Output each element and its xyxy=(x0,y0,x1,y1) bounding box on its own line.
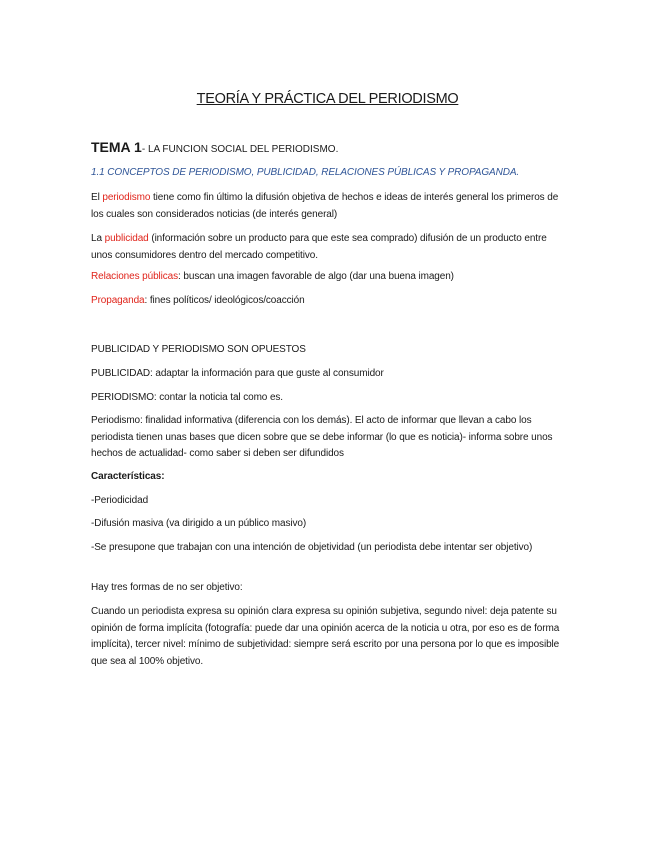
section-heading: PUBLICIDAD Y PERIODISMO SON OPUESTOS xyxy=(91,344,306,355)
definition-periodismo xyxy=(91,190,561,223)
tema-dash: - xyxy=(141,144,148,155)
definition-prefix: El xyxy=(91,192,103,203)
definition-term: Relaciones públicas xyxy=(91,271,179,282)
definition-prefix: La xyxy=(91,233,105,244)
formas-heading: Hay tres formas de no ser objetivo: xyxy=(91,582,243,593)
periodismo-line: PERIODISMO: contar la noticia tal como es. xyxy=(91,392,283,403)
document-title: TEORÍA Y PRÁCTICA DEL PERIODISMO xyxy=(196,91,459,107)
caracteristica-item: -Periodicidad xyxy=(91,495,149,506)
definition-text: (información sobre un producto para que este sea comprado) difusión de un producto entre unos consumidores dentro del mercado competitivo. xyxy=(91,233,547,261)
definition-text: : buscan una imagen favorable de algo (dar una buena imagen) xyxy=(178,271,454,282)
section-subtitle: 1.1 CONCEPTOS DE PERIODISMO, PUBLICIDAD, RELACIONES PÚBLICAS Y PROPAGANDA. xyxy=(91,167,520,178)
definition-text: : fines políticos/ ideológicos/coacción xyxy=(144,295,305,306)
tema-name: LA FUNCION SOCIAL DEL PERIODISMO. xyxy=(147,144,339,155)
periodismo-paragraph: Periodismo: finalidad informativa (diferencia con los demás). El acto de informar que llevan a cabo los periodista tienen unas bases que dicen sobre que se debe informar (lo que es noticia)- informa sobre unos hechos de actualidad- como saber si deben ser difundidos xyxy=(91,415,553,459)
formas-paragraph: Cuando un periodista expresa su opinión clara expresa su opinión subjetiva, segundo nivel: deja patente su opinión de forma implícita (fotografía: puede dar una opinión acerca de la noticia u otra, por eso es de forma implícita), tercer nivel: mínimo de subjetividad: siempre será escrito por una persona por lo que es imposible que sea al 100% objetivo. xyxy=(91,606,560,667)
definition-term: publicidad xyxy=(104,233,149,244)
definition-term: periodismo xyxy=(102,192,151,203)
caracteristicas-heading: Características: xyxy=(91,471,165,482)
definition-publicidad xyxy=(91,231,561,264)
definition-text: tiene como fin último la difusión objetiva de hechos e ideas de interés general los primeros de los cuales son considerados noticias (de interés general) xyxy=(91,192,559,220)
publicidad-line: PUBLICIDAD: adaptar la información para que guste al consumidor xyxy=(91,368,384,379)
definition-term: Propaganda xyxy=(91,295,145,306)
caracteristica-item: -Difusión masiva (va dirigido a un público masivo) xyxy=(91,518,307,529)
tema-heading xyxy=(91,139,561,157)
definition-relaciones-publicas xyxy=(91,269,561,286)
tema-number: TEMA 1 xyxy=(91,139,142,155)
definition-propaganda xyxy=(91,293,561,310)
caracteristica-item: -Se presupone que trabajan con una intención de objetividad (un periodista debe intentar ser objetivo) xyxy=(91,542,533,553)
